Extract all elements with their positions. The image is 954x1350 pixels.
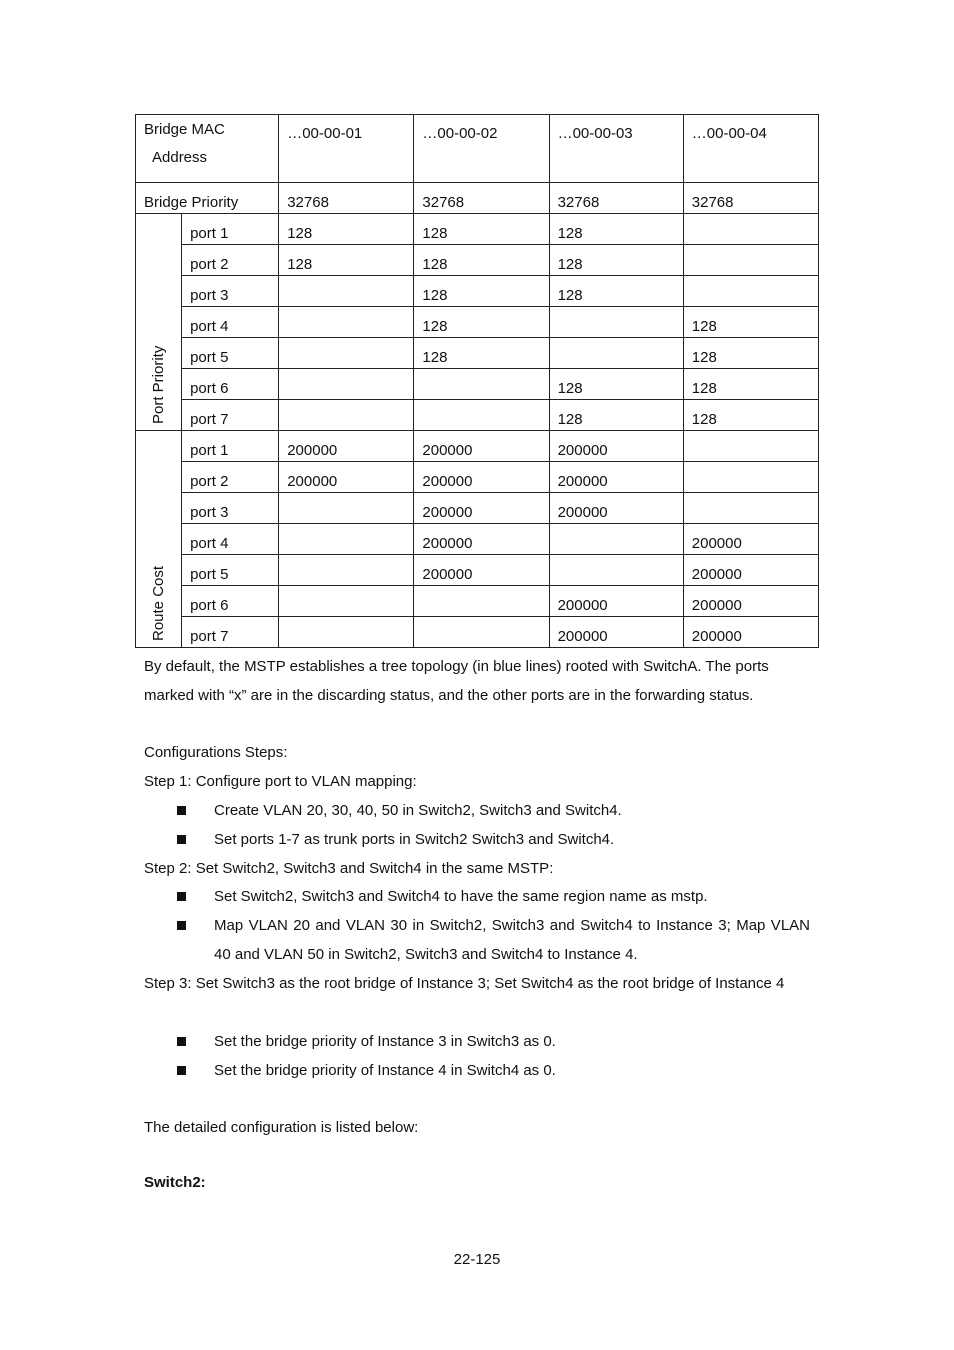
route-cost-value-cell xyxy=(414,617,549,648)
route-cost-value-cell: 200000 xyxy=(683,617,818,648)
port-label: port 7 xyxy=(182,400,279,431)
list-item-text: Set the bridge priority of Instance 3 in Switch3 as 0. xyxy=(214,1033,556,1050)
route-cost-value-cell xyxy=(279,493,414,524)
port-label: port 5 xyxy=(182,555,279,586)
port-label: port 4 xyxy=(182,524,279,555)
route-cost-value-cell: 200000 xyxy=(683,555,818,586)
route-cost-value-cell: 200000 xyxy=(414,555,549,586)
port-priority-group-label xyxy=(136,214,182,431)
table-row xyxy=(136,245,819,276)
port-priority-value-cell: 128 xyxy=(549,214,683,245)
port-label: port 5 xyxy=(182,338,279,369)
port-priority-value-cell xyxy=(279,276,414,307)
mac-cell: …00-00-03 xyxy=(549,115,683,183)
route-cost-value-cell: 200000 xyxy=(414,493,549,524)
port-priority-value-cell: 128 xyxy=(279,245,414,276)
port-priority-value-cell: 128 xyxy=(549,245,683,276)
route-cost-value-cell: 200000 xyxy=(414,431,549,462)
port-priority-value-cell: 128 xyxy=(549,369,683,400)
priority-label: Bridge Priority xyxy=(136,183,279,214)
route-cost-value-cell: 200000 xyxy=(414,524,549,555)
intro-paragraph: By default, the MSTP establishes a tree topology (in blue lines) rooted with SwitchA. The ports marked with “x” are in the discarding status, and the other ports are in the forwarding status. xyxy=(144,658,769,704)
table-row xyxy=(136,462,819,493)
port-priority-value-cell xyxy=(279,369,414,400)
port-label: port 3 xyxy=(182,276,279,307)
port-label: port 3 xyxy=(182,493,279,524)
port-priority-value-cell xyxy=(279,338,414,369)
table-row xyxy=(136,586,819,617)
table-row xyxy=(136,524,819,555)
table-row xyxy=(136,369,819,400)
bullet-icon xyxy=(177,921,186,930)
table-row xyxy=(136,431,819,462)
list-item-text: Set the bridge priority of Instance 4 in Switch4 as 0. xyxy=(214,1062,556,1079)
detailed-config-text: The detailed configuration is listed below: xyxy=(144,1119,419,1136)
route-cost-group-label xyxy=(136,431,182,648)
route-cost-value-cell: 200000 xyxy=(549,493,683,524)
route-cost-value-cell: 200000 xyxy=(549,462,683,493)
mac-header-cell xyxy=(136,115,279,183)
mac-cell: …00-00-02 xyxy=(414,115,549,183)
mac-label-sub: Address xyxy=(152,149,208,166)
port-priority-value-cell xyxy=(683,245,818,276)
port-label: port 2 xyxy=(182,245,279,276)
route-cost-value-cell: 200000 xyxy=(414,462,549,493)
port-priority-value-cell xyxy=(683,276,818,307)
priority-cell: 32768 xyxy=(683,183,818,214)
list-item-text: Set ports 1-7 as trunk ports in Switch2 Switch3 and Switch4. xyxy=(214,831,615,848)
port-priority-value-cell xyxy=(683,214,818,245)
table-row xyxy=(136,555,819,586)
port-label: port 1 xyxy=(182,431,279,462)
route-cost-value-cell xyxy=(279,586,414,617)
port-priority-value-cell: 128 xyxy=(414,276,549,307)
bullet-icon xyxy=(177,806,186,815)
port-priority-value-cell: 128 xyxy=(683,307,818,338)
mac-cell: …00-00-01 xyxy=(279,115,414,183)
route-cost-value-cell: 200000 xyxy=(683,586,818,617)
port-priority-label: Port Priority xyxy=(149,345,167,424)
port-label: port 2 xyxy=(182,462,279,493)
list-item-text: Map VLAN 20 and VLAN 30 in Switch2, Switch3 and Switch4 to Instance 3; Map VLAN 40 and VLAN 50 in Switch2, Switch3 and Switch4 to Instance 4. xyxy=(214,917,810,963)
port-priority-value-cell: 128 xyxy=(414,245,549,276)
port-priority-value-cell xyxy=(549,338,683,369)
table-row xyxy=(136,400,819,431)
port-label: port 4 xyxy=(182,307,279,338)
port-priority-value-cell: 128 xyxy=(279,214,414,245)
route-cost-label: Route Cost xyxy=(149,565,167,641)
bullet-icon xyxy=(177,835,186,844)
table-row xyxy=(136,214,819,245)
route-cost-value-cell: 200000 xyxy=(549,586,683,617)
route-cost-value-cell xyxy=(279,524,414,555)
table-row xyxy=(136,617,819,648)
port-priority-value-cell xyxy=(414,400,549,431)
table-row xyxy=(136,493,819,524)
port-priority-value-cell xyxy=(279,400,414,431)
mac-label: Bridge MAC xyxy=(144,121,225,138)
list-item-text: Set Switch2, Switch3 and Switch4 to have the same region name as mstp. xyxy=(214,888,708,905)
step2-text: Step 2: Set Switch2, Switch3 and Switch4 in the same MSTP: xyxy=(144,860,554,877)
mac-cell: …00-00-04 xyxy=(683,115,818,183)
port-label: port 6 xyxy=(182,586,279,617)
port-priority-value-cell: 128 xyxy=(549,276,683,307)
step1-text: Step 1: Configure port to VLAN mapping: xyxy=(144,773,417,790)
port-priority-value-cell xyxy=(414,369,549,400)
list-item-text: Create VLAN 20, 30, 40, 50 in Switch2, Switch3 and Switch4. xyxy=(214,802,622,819)
route-cost-value-cell: 200000 xyxy=(549,431,683,462)
priority-cell: 32768 xyxy=(279,183,414,214)
port-priority-value-cell: 128 xyxy=(414,307,549,338)
port-priority-value-cell: 128 xyxy=(683,369,818,400)
port-priority-value-cell: 128 xyxy=(414,338,549,369)
port-priority-value-cell: 128 xyxy=(414,214,549,245)
route-cost-value-cell xyxy=(683,462,818,493)
priority-cell: 32768 xyxy=(549,183,683,214)
page-number: 22-125 xyxy=(453,1251,501,1268)
route-cost-value-cell xyxy=(279,617,414,648)
table-row xyxy=(136,276,819,307)
route-cost-value-cell xyxy=(683,493,818,524)
table-row xyxy=(136,338,819,369)
route-cost-value-cell xyxy=(683,431,818,462)
step3-text: Step 3: Set Switch3 as the root bridge of Instance 3; Set Switch4 as the root bridge of Instance 4 xyxy=(144,975,785,992)
port-priority-value-cell: 128 xyxy=(683,400,818,431)
bullet-icon xyxy=(177,1066,186,1075)
table-row xyxy=(136,307,819,338)
port-priority-value-cell: 128 xyxy=(683,338,818,369)
route-cost-value-cell: 200000 xyxy=(279,462,414,493)
port-label: port 7 xyxy=(182,617,279,648)
port-label: port 1 xyxy=(182,214,279,245)
switch2-heading: Switch2: xyxy=(144,1174,206,1191)
route-cost-value-cell: 200000 xyxy=(683,524,818,555)
port-priority-value-cell xyxy=(279,307,414,338)
priority-cell: 32768 xyxy=(414,183,549,214)
port-priority-value-cell: 128 xyxy=(549,400,683,431)
bullet-icon xyxy=(177,1037,186,1046)
route-cost-value-cell: 200000 xyxy=(279,431,414,462)
route-cost-value-cell xyxy=(549,524,683,555)
bullet-icon xyxy=(177,892,186,901)
port-priority-value-cell xyxy=(549,307,683,338)
route-cost-value-cell xyxy=(414,586,549,617)
table-row-mac xyxy=(136,115,819,183)
route-cost-value-cell: 200000 xyxy=(549,617,683,648)
route-cost-value-cell xyxy=(549,555,683,586)
port-label: port 6 xyxy=(182,369,279,400)
config-steps-heading: Configurations Steps: xyxy=(144,744,288,761)
bridge-config-table xyxy=(135,114,819,648)
table-row-priority xyxy=(136,183,819,214)
route-cost-value-cell xyxy=(279,555,414,586)
